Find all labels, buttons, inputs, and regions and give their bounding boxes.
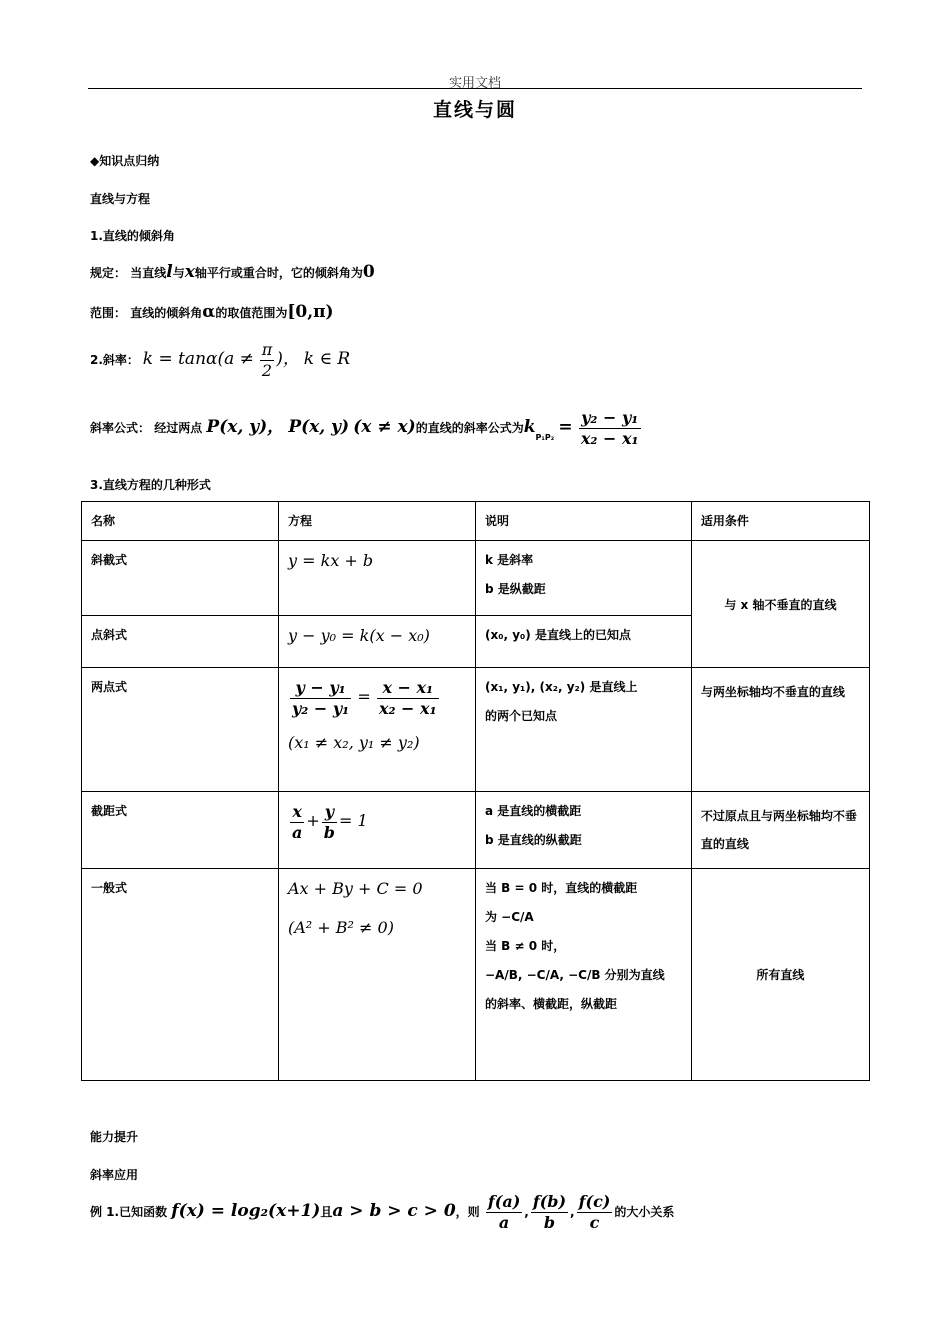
example-cond: a > b > c > 0 bbox=[332, 1201, 456, 1221]
slope-formula: k = tanα(a ≠ bbox=[142, 349, 254, 369]
form-notes: (x₀, y₀) 是直线上的已知点 bbox=[476, 616, 692, 668]
form-equation: y − y₀ = k(x − x₀) bbox=[279, 616, 476, 668]
k-symbol: k bbox=[523, 417, 536, 437]
slope-line bbox=[90, 340, 350, 381]
alpha-symbol: α bbox=[202, 302, 216, 322]
example-label: 例 1.已知函数 bbox=[90, 1205, 168, 1219]
var-x: x bbox=[184, 262, 195, 282]
knowledge-heading: ◆知识点归纳 bbox=[90, 154, 160, 168]
range-interval: [0,π) bbox=[287, 302, 334, 322]
table-row bbox=[82, 668, 870, 792]
point-p2: P(x, y) bbox=[288, 417, 350, 437]
rule-line bbox=[90, 262, 375, 282]
fraction-fb: $\frac{f(b)}{b}$ bbox=[532, 1192, 567, 1232]
example-text-a: 且 bbox=[320, 1205, 333, 1219]
range-line bbox=[90, 302, 334, 322]
example-text-b: ，则 bbox=[455, 1205, 480, 1219]
example-line: 例 1.已知函数 f(x) = log₂(x+1)且a > b > c > 0，则 $\frac{f(a)}{a}$ , $\frac{f(b)}{b}$ , $\frac{f(c)}{c}$ 的大小关系 bbox=[90, 1192, 675, 1232]
header-name: 名称 bbox=[82, 502, 279, 541]
rule-text-a: 当直线 bbox=[130, 266, 167, 280]
slope-fraction: $\frac{\text{y₂ − y₁}}{\text{x₂ − x₁}}$ bbox=[580, 408, 639, 448]
table-row bbox=[82, 869, 870, 1081]
form-equation: $\frac{\text{y − y₁}}{\text{y₂ − y₁}}$ = $\frac{\text{x − x₁}}{\text{x₂ − x₁}}$ (x₁ ≠ x₂, y₁ ≠ y₂) bbox=[279, 668, 476, 792]
pi-over-two: $\frac{\pi}{2}$ bbox=[261, 340, 273, 380]
k-index: P₁P₂ bbox=[535, 433, 555, 442]
slope-formula-line bbox=[90, 408, 643, 449]
form-condition: 与两坐标轴均不垂直的直线 bbox=[691, 668, 869, 792]
slope-domain: k ∈ R bbox=[303, 349, 351, 369]
fraction-fc: $\frac{f(c)}{c}$ bbox=[578, 1192, 611, 1232]
table-row bbox=[82, 541, 870, 616]
line-eq-heading: 直线与方程 bbox=[90, 192, 151, 206]
form-name: 点斜式 bbox=[82, 616, 279, 668]
form-name: 斜截式 bbox=[82, 541, 279, 616]
form-condition: 不过原点且与两坐标轴均不垂直的直线 bbox=[691, 792, 869, 869]
form-notes: (x₁, y₁), (x₂, y₂) 是直线上 的两个已知点 bbox=[476, 668, 692, 792]
form-notes: k 是斜率 b 是纵截距 bbox=[476, 541, 692, 616]
header-rule bbox=[88, 88, 862, 89]
line-forms-table bbox=[81, 501, 870, 1081]
page-title: 直线与圆 bbox=[432, 99, 517, 121]
rule-text-c: 轴平行或重合时，它的倾斜角为 bbox=[194, 266, 363, 280]
table-header-row bbox=[82, 502, 870, 541]
point-p1: P(x, y)， bbox=[206, 417, 285, 437]
form-name: 两点式 bbox=[82, 668, 279, 792]
page-header: 实用文档 bbox=[448, 76, 501, 91]
form-equation: $\frac{x}{a}$ + $\frac{y}{b}$ = 1 bbox=[279, 792, 476, 869]
range-text-a: 直线的倾斜角 bbox=[130, 306, 203, 320]
example-func: f(x) = log₂(x+1) bbox=[171, 1201, 321, 1221]
point-cond: (x ≠ x) bbox=[353, 417, 416, 437]
fraction-fa: $\frac{f(a)}{a}$ bbox=[487, 1192, 521, 1232]
header-notes: 说明 bbox=[476, 502, 692, 541]
example-text-c: 的大小关系 bbox=[614, 1205, 675, 1219]
equals: = bbox=[558, 417, 573, 437]
form-condition: 所有直线 bbox=[691, 869, 869, 1081]
slope-angle-heading: 1.直线的倾斜角 bbox=[90, 229, 175, 243]
slope-formula-text-a: 经过两点 bbox=[154, 421, 203, 435]
range-text-b: 的取值范围为 bbox=[215, 306, 288, 320]
slope-label: 2.斜率： bbox=[90, 353, 139, 367]
slope-formula-label: 斜率公式： bbox=[90, 421, 151, 435]
range-label: 范围： bbox=[90, 306, 127, 320]
rule-zero: 0 bbox=[362, 262, 375, 282]
form-notes: a 是直线的横截距 b 是直线的纵截距 bbox=[476, 792, 692, 869]
slope-close: )， bbox=[276, 349, 300, 369]
forms-heading: 3.直线方程的几种形式 bbox=[90, 478, 211, 492]
var-l: l bbox=[166, 262, 173, 282]
form-condition: 与 x 轴不垂直的直线 bbox=[691, 541, 869, 668]
header-condition: 适用条件 bbox=[691, 502, 869, 541]
ability-heading: 能力提升 bbox=[90, 1130, 139, 1144]
form-name: 截距式 bbox=[82, 792, 279, 869]
form-name: 一般式 bbox=[82, 869, 279, 1081]
header-equation: 方程 bbox=[279, 502, 476, 541]
rule-text-b: 与 bbox=[172, 266, 185, 280]
form-equation: Ax + By + C = 0 (A² + B² ≠ 0) bbox=[279, 869, 476, 1081]
slope-formula-text-b: 的直线的斜率公式为 bbox=[415, 421, 524, 435]
rule-label: 规定： bbox=[90, 266, 127, 280]
form-equation: y = kx + b bbox=[279, 541, 476, 616]
ability-sub: 斜率应用 bbox=[90, 1168, 139, 1182]
table-row bbox=[82, 792, 870, 869]
form-notes: 当 B = 0 时，直线的横截距 为 −C/A 当 B ≠ 0 时， −A/B, −C/A, −C/B 分别为直线 的斜率、横截距，纵截距 bbox=[476, 869, 692, 1081]
